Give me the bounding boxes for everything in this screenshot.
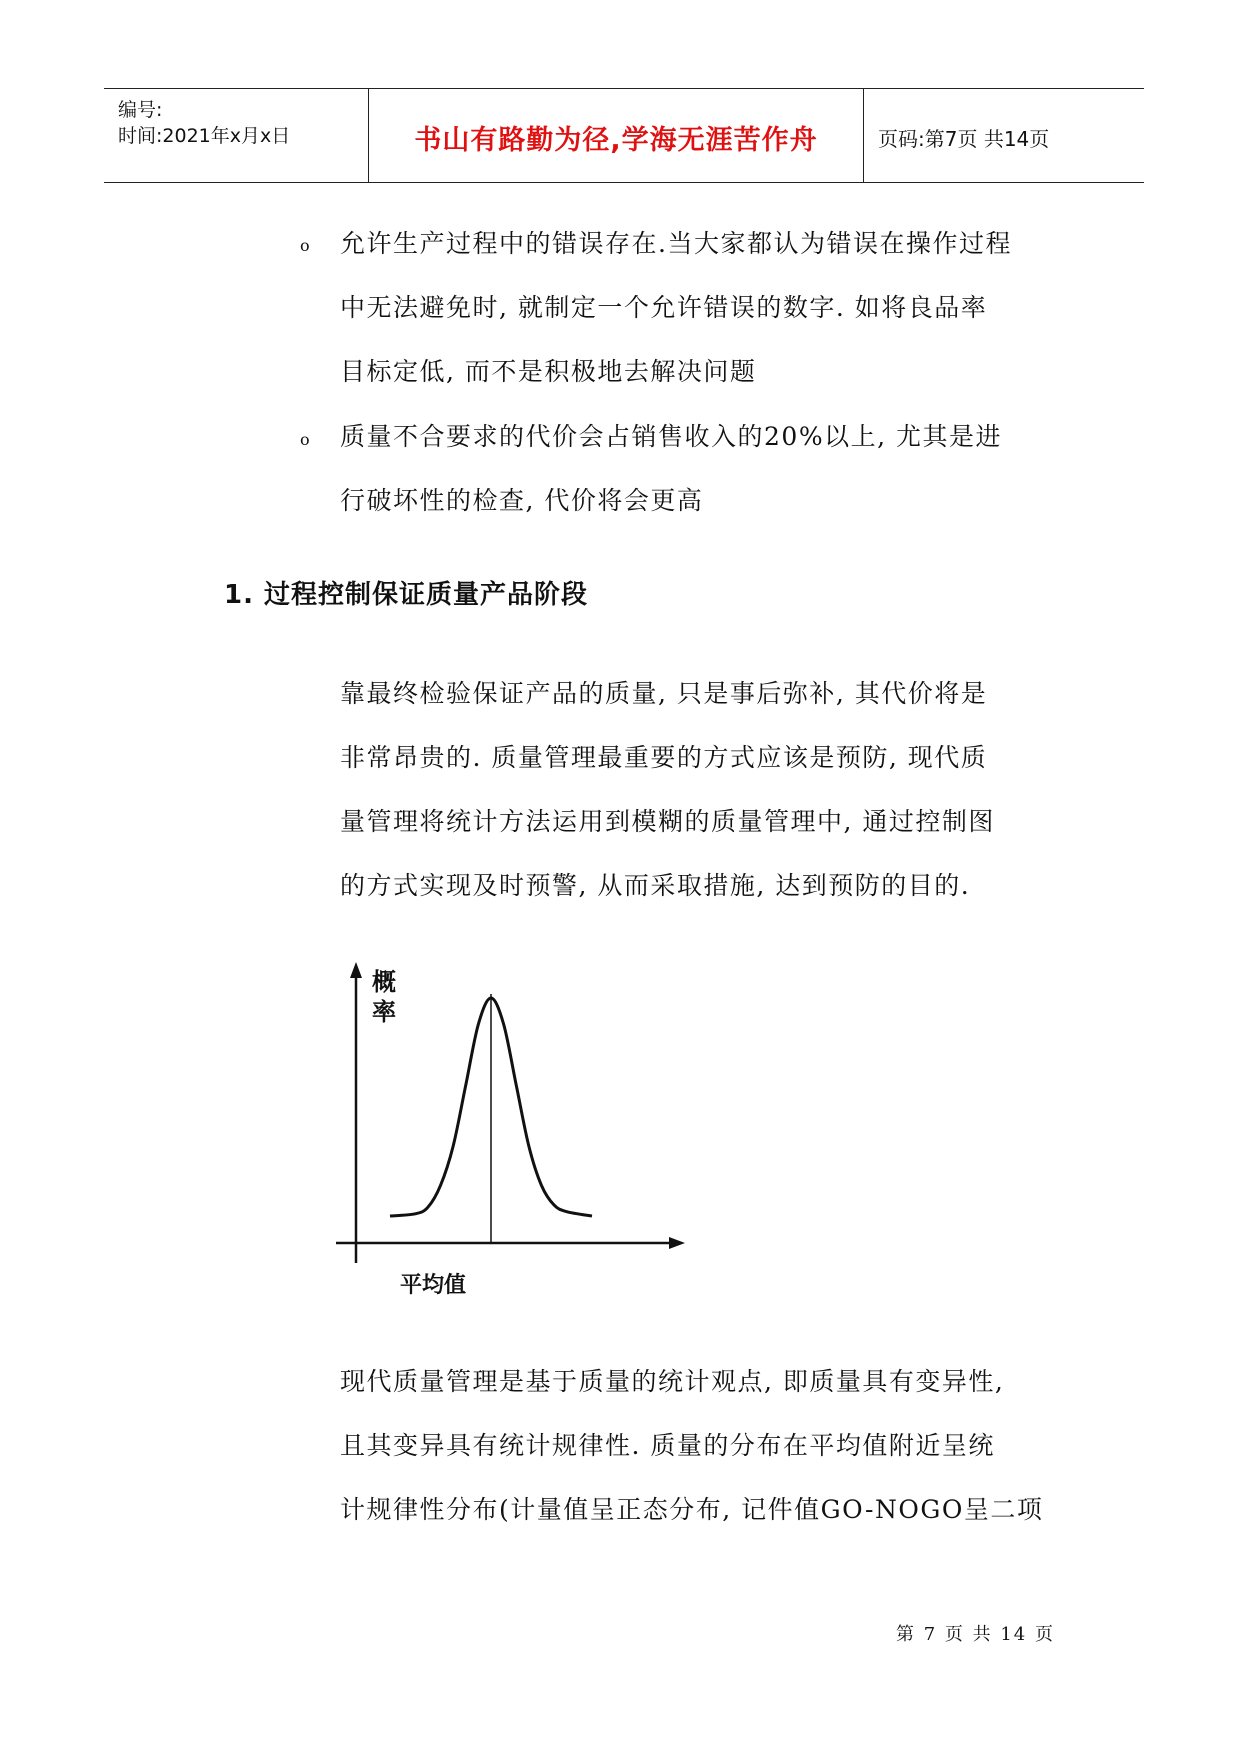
text-line: 现代质量管理是基于质量的统计观点, 即质量具有变异性, <box>340 1367 1005 1396</box>
text-line: 中无法避免时, 就制定一个允许错误的数字. 如将良品率 <box>340 293 988 322</box>
doc-time-label: 时间:2021年x月x日 <box>118 125 291 147</box>
text-line: 量管理将统计方法运用到模糊的质量管理中, 通过控制图 <box>340 807 995 836</box>
normal-distribution-chart <box>320 950 700 1310</box>
y-axis-arrow <box>350 962 362 978</box>
text-line: 行破坏性的检查, 代价将会更高 <box>340 486 704 515</box>
x-axis-arrow <box>669 1237 685 1249</box>
text-line: 的方式实现及时预警, 从而采取措施, 达到预防的目的. <box>340 871 971 900</box>
header-page-cell <box>864 89 1144 182</box>
bullet-item <box>340 212 1060 404</box>
text-line: 质量不合要求的代价会占销售收入的20%以上, 尤其是进 <box>340 422 1002 451</box>
text-line: 计规律性分布(计量值呈正态分布, 记件值GO-NOGO呈二项 <box>340 1495 1044 1524</box>
y-axis-label: 概 <box>372 968 396 996</box>
header-motto: 书山有路勤为径,学海无涯苦作舟 <box>414 125 818 156</box>
text-line: 目标定低, 而不是积极地去解决问题 <box>340 357 757 386</box>
page-header <box>104 88 1144 183</box>
header-left-cell <box>104 89 369 182</box>
header-page-info: 页码:第7页 共14页 <box>878 127 1050 151</box>
text-line: 非常昂贵的. 质量管理最重要的方式应该是预防, 现代质 <box>340 743 988 772</box>
section-title: 1. 过程控制保证质量产品阶段 <box>224 580 589 610</box>
page-footer: 第 7 页 共 14 页 <box>896 1624 1055 1645</box>
x-axis-label: 平均值 <box>400 1273 467 1298</box>
paragraph <box>340 662 1060 918</box>
text-line: 靠最终检验保证产品的质量, 只是事后弥补, 其代价将是 <box>340 679 988 708</box>
doc-number-label: 编号: <box>118 99 163 121</box>
bullet-marker: o <box>300 430 310 449</box>
text-line: 允许生产过程中的错误存在.当大家都认为错误在操作过程 <box>340 229 1012 258</box>
bullet-item <box>340 405 1060 533</box>
header-motto-cell <box>369 89 864 182</box>
text-line: 且其变异具有统计规律性. 质量的分布在平均值附近呈统 <box>340 1431 995 1460</box>
bullet-marker: o <box>300 236 310 255</box>
paragraph <box>340 1350 1060 1542</box>
y-axis-label: 率 <box>372 998 396 1026</box>
